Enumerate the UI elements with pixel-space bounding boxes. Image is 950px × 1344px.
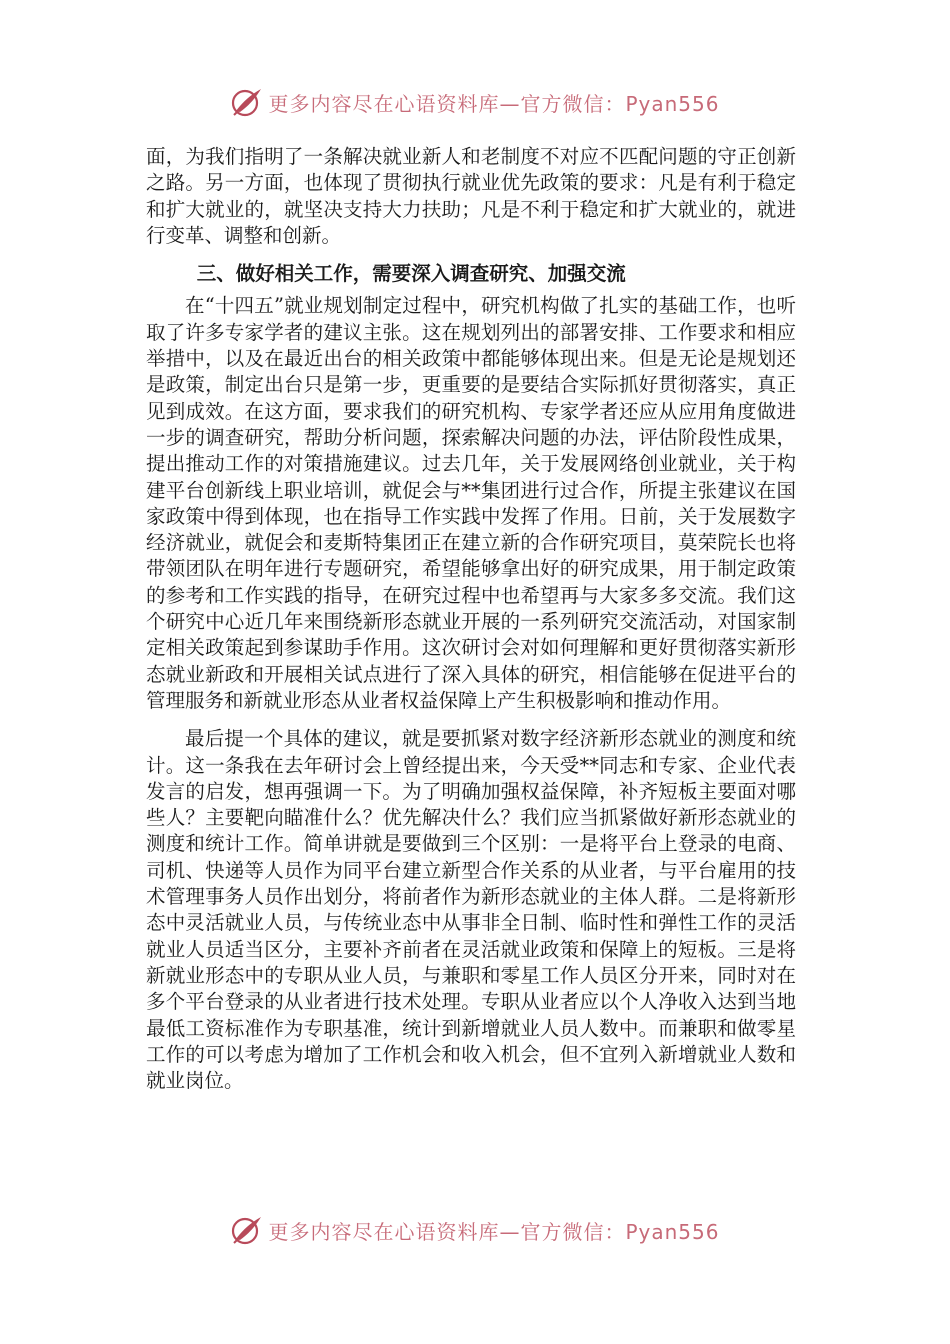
quill-logo-icon [230,85,264,119]
watermark-text: 更多内容尽在心语资料库—官方微信：Pyan556 [268,1219,720,1244]
paragraph-continuation: 面，为我们指明了一条解决就业新人和老制度不对应不匹配问题的守正创新之路。另一方面，也体现了贯彻执行就业优先政策的要求：凡是有利于稳定和扩大就业的，就坚决支持大力扶助；凡是不利于稳定和扩大就业的，就进行变革、调整和创新。 [146,145,796,247]
document-body [146,144,796,1094]
header-watermark-banner [0,82,950,122]
section-heading-3: 三、做好相关工作，需要深入调查研究、加强交流 [196,262,626,286]
footer-watermark-banner [0,1210,950,1250]
watermark-text: 更多内容尽在心语资料库—官方微信：Pyan556 [268,91,720,116]
paragraph-research: 在“十四五”就业规划制定过程中，研究机构做了扎实的基础工作，也听取了许多专家学者的建议主张。这在规划列出的部署安排、工作要求和相应举措中，以及在最近出台的相关政策中都能够体现出来。但是无论是规划还是政策，制定出台只是第一步，更重要的是要结合实际抓好贯彻落实，真正见到成效。在这方面，要求我们的研究机构、专家学者还应从应用角度做进一步的调查研究，帮助分析问题，探索解决问题的办法，评估阶段性成果，提出推动工作的对策措施建议。过去几年，关于发展网络创业就业，关于构建平台创新线上职业培训，就促会与**集团进行过合作，所提主张建议在国家政策中得到体现，也在指导工作实践中发挥了作用。日前，关于发展数字经济就业，就促会和麦斯特集团正在建立新的合作研究项目，莫荣院长也将带领团队在明年进行专题研究，希望能够拿出好的研究成果，用于制定政策的参考和工作实践的指导，在研究过程中也希望再与大家多多交流。我们这个研究中心近几年来围绕新形态就业开展的一系列研究交流活动，对国家制定相关政策起到参谋助手作用。这次研讨会对如何理解和更好贯彻落实新形态就业新政和开展相关试点进行了深入具体的研究，相信能够在促进平台的管理服务和新就业形态从业者权益保障上产生积极影响和推动作用。 [146,294,796,712]
paragraph-statistics-suggestion: 最后提一个具体的建议，就是要抓紧对数字经济新形态就业的测度和统计。这一条我在去年研讨会上曾经提出来，今天受**同志和专家、企业代表发言的启发，想再强调一下。为了明确加强权益保障，补齐短板主要面对哪些人？主要靶向瞄准什么？优先解决什么？我们应当抓紧做好新形态就业的测度和统计工作。简单讲就是要做到三个区别：一是将平台上登录的电商、司机、快递等人员作为同平台建立新型合作关系的从业者，与平台雇用的技术管理事务人员作出划分，将前者作为新形态就业的主体人群。二是将新形态中灵活就业人员，与传统业态中从事非全日制、临时性和弹性工作的灵活就业人员适当区分，主要补齐前者在灵活就业政策和保障上的短板。三是将新就业形态中的专职从业人员，与兼职和零星工作人员区分开来，同时对在多个平台登录的从业者进行技术处理。专职从业者应以个人净收入达到当地最低工资标准作为专职基准，统计到新增就业人员人数中。而兼职和做零星工作的可以考虑为增加了工作机会和收入机会，但不宜列入新增就业人数和就业岗位。 [146,727,796,1093]
quill-logo-icon [230,1213,264,1247]
